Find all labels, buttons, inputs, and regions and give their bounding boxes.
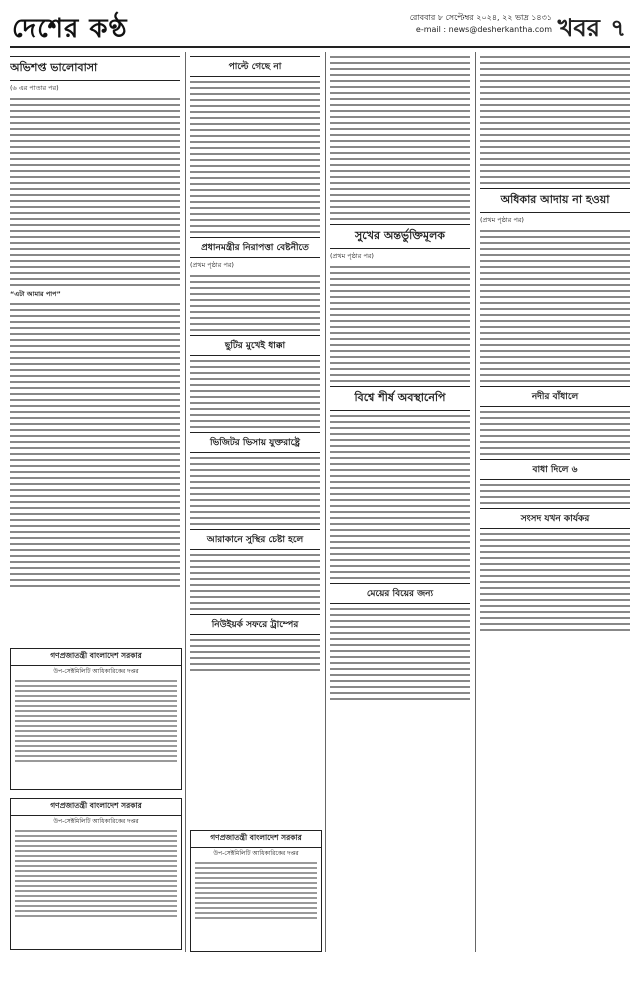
column-divider (325, 52, 326, 952)
section-label: খবর (557, 13, 600, 42)
article-body (480, 411, 630, 455)
story-title: প্রধানমন্ত্রীর নিরাপত্তা বেষ্টনীতে (190, 237, 320, 258)
column-2 (190, 52, 320, 952)
story-title: অধিকার আদায় না হওয়া (480, 188, 630, 213)
article-body (330, 608, 470, 700)
article-body (480, 56, 630, 184)
article-body (190, 81, 320, 233)
email-line: e-mail : news@desherkantha.com (415, 25, 552, 34)
article-body (190, 275, 320, 331)
article-body (190, 639, 320, 671)
story-title: নিউইয়র্ক সফরে ট্রাম্পের (190, 614, 320, 635)
tender-subtitle: উপ-সেক্টমিলিটি আধিকারিকের দপ্তর (213, 850, 299, 857)
continued-note: (প্রথম পৃষ্ঠার পর) (190, 261, 234, 269)
masthead (10, 6, 630, 48)
story-title: নদীর বাঁধালে (480, 386, 630, 407)
article-body (10, 98, 180, 286)
story-title: পাল্টে গেছে না (190, 56, 320, 77)
continued-note: (প্রথম পৃষ্ঠার পর) (480, 216, 524, 224)
story-title: বিশ্বে শীর্ষ অবস্থানেপি (330, 386, 470, 411)
story-title: ছুটির মুখেই ধাক্কা (190, 335, 320, 356)
tender-notice (190, 830, 322, 952)
tender-notice (10, 648, 182, 790)
story-lead: “এটা আমার পাপ” (10, 290, 61, 298)
tender-subtitle: উপ-সেক্টমিলিটি আধিকারিকের দপ্তর (53, 818, 139, 825)
tender-title: গণপ্রজাতন্ত্রী বাংলাদেশ সরকার (191, 831, 321, 848)
article-body (480, 230, 630, 382)
tender-notice (10, 798, 182, 950)
story-title: ভিজিটর ভিসায় যুক্তরাষ্ট্রে (190, 432, 320, 453)
column-divider (185, 52, 186, 952)
continued-note: (প্রথম পৃষ্ঠার পর) (330, 252, 374, 260)
story-title: মেয়ের বিয়ের জন্য (330, 583, 470, 604)
article-body (330, 56, 470, 220)
tender-title: গণপ্রজাতন্ত্রী বাংলাদেশ সরকার (11, 649, 181, 666)
newspaper-logo: দেশের কণ্ঠ (12, 14, 128, 44)
story-title: বাধা দিলে ৬ (480, 459, 630, 480)
story-title: আরাকানে সুস্থির চেষ্টা হলে (190, 529, 320, 550)
column-3 (330, 52, 470, 952)
article-body (190, 360, 320, 428)
column-4 (480, 52, 630, 952)
article-body (190, 554, 320, 610)
continued-note: (৬ এর পাতার পর) (10, 84, 59, 92)
date-and-email (410, 12, 552, 36)
tender-title: গণপ্রজাতন্ত্রী বাংলাদেশ সরকার (11, 799, 181, 816)
column-divider (475, 52, 476, 952)
date-line: রোববার ৮ সেপ্টেম্বর ২০২৪, ২২ ভাদ্র ১৪৩১ (409, 13, 552, 22)
article-body (330, 415, 470, 579)
article-body (10, 303, 180, 587)
article-body (330, 266, 470, 382)
article-body (480, 533, 630, 631)
article-body (190, 457, 320, 525)
page-number: ৭ (610, 13, 626, 42)
story-title: সংসদ যখন কার্যকর (480, 508, 630, 529)
story-title: অভিশপ্ত ভালোবাসা (10, 56, 180, 81)
tender-subtitle: উপ-সেক্টমিলিটি আধিকারিকের দপ্তর (53, 668, 139, 675)
article-body (480, 484, 630, 504)
story-title: সুখের অন্তর্ভুক্তিমূলক (330, 224, 470, 249)
